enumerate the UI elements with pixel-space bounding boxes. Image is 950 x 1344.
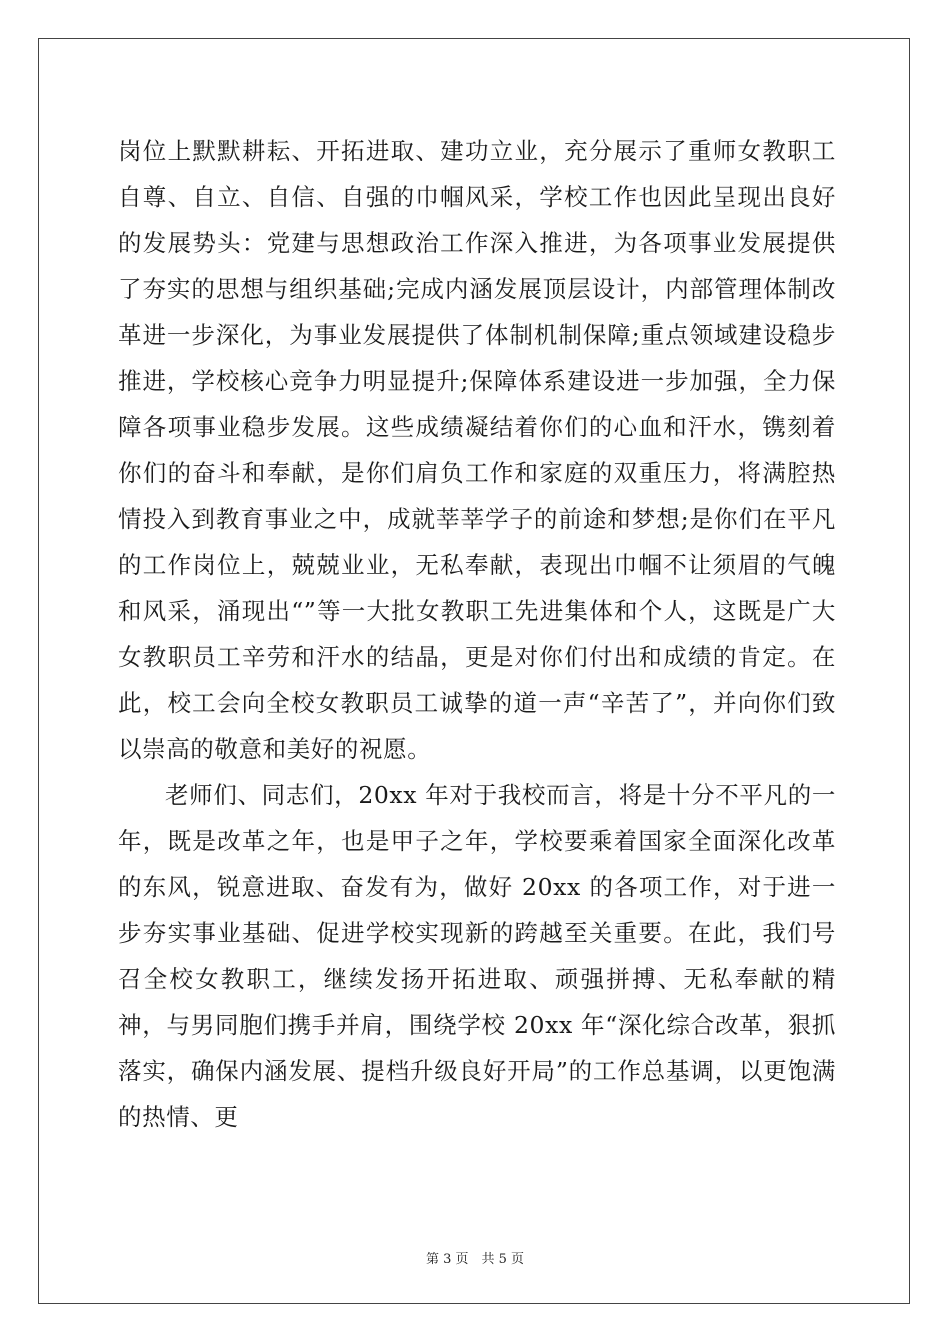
text-line: 斗和奉献，是你们肩负工作和家庭的双重压力，将满腔热情投入到教	[118, 459, 837, 533]
text-line: 年，既是改革之年，也是甲子之年，学校要乘着国家全面深化改革的	[118, 827, 836, 901]
text-line: 展势头：党建与思想政治工作深入推进，为各项事业发展提供了夯实	[118, 229, 837, 303]
text-line: 美好的祝愿。	[286, 735, 432, 763]
text-line: 内涵发展、提档升级良好开局”的工作总基调，以更饱满的热情、更	[118, 1057, 837, 1131]
text-line: 女教职工，继续发扬开拓进取、顽强拼搏、无私奉献的精神，与男同	[118, 965, 836, 1039]
text-line: 老师们、同志们，20xx 年对于我校而言，将是十分不平凡的一	[165, 781, 836, 809]
document-body	[118, 128, 836, 1140]
text-line: 劳和汗水的结晶，更是对你们付出和成绩的肯定。在此，校工会向全	[118, 643, 836, 717]
text-line: 实事业基础、促进学校实现新的跨越至关重要。在此，我们号召全校	[118, 919, 837, 993]
text-line: 胞们携手并肩，围绕学校 20xx 年“深化综合改革，狠抓落实，确保	[118, 1011, 836, 1085]
paragraph	[118, 772, 836, 1140]
text-line: 事业稳步发展。这些成绩凝结着你们的心血和汗水，镌刻着你们的奋	[118, 413, 836, 487]
text-line: 的思想与组织基础;完成内涵发展顶层设计，内部管理体制改革进一	[118, 275, 836, 349]
text-line: 岗位上默默耕耘、开拓进取、建功立业，充分展示了重师女教职工自	[118, 137, 836, 211]
text-line: 育事业之中，成就莘莘学子的前途和梦想;是你们在平凡的工作岗位	[118, 505, 836, 579]
text-line: 尊、自立、自信、自强的巾帼风采，学校工作也因此呈现出良好的发	[118, 183, 836, 257]
text-line: 出“”等一大批女教职工先进集体和个人，这既是广大女教职员工辛	[118, 597, 836, 671]
paragraph	[118, 128, 836, 772]
text-line: 步深化，为事业发展提供了体制机制保障;重点领域建设稳步推进，	[118, 321, 836, 395]
page-number-footer: 第 3 页 共 5 页	[425, 1252, 525, 1267]
text-line: 学校核心竞争力明显提升;保障体系建设进一步加强，全力保障各项	[118, 367, 836, 441]
text-line: 上，兢兢业业，无私奉献，表现出巾帼不让须眉的气魄和风采，涌现	[118, 551, 837, 625]
text-line: 校女教职员工诚挚的道一声“辛苦了”，并向你们致以崇高的敬意和	[118, 689, 837, 763]
text-line: 东风，锐意进取、奋发有为，做好 20xx 的各项工作，对于进一步夯	[118, 873, 836, 947]
